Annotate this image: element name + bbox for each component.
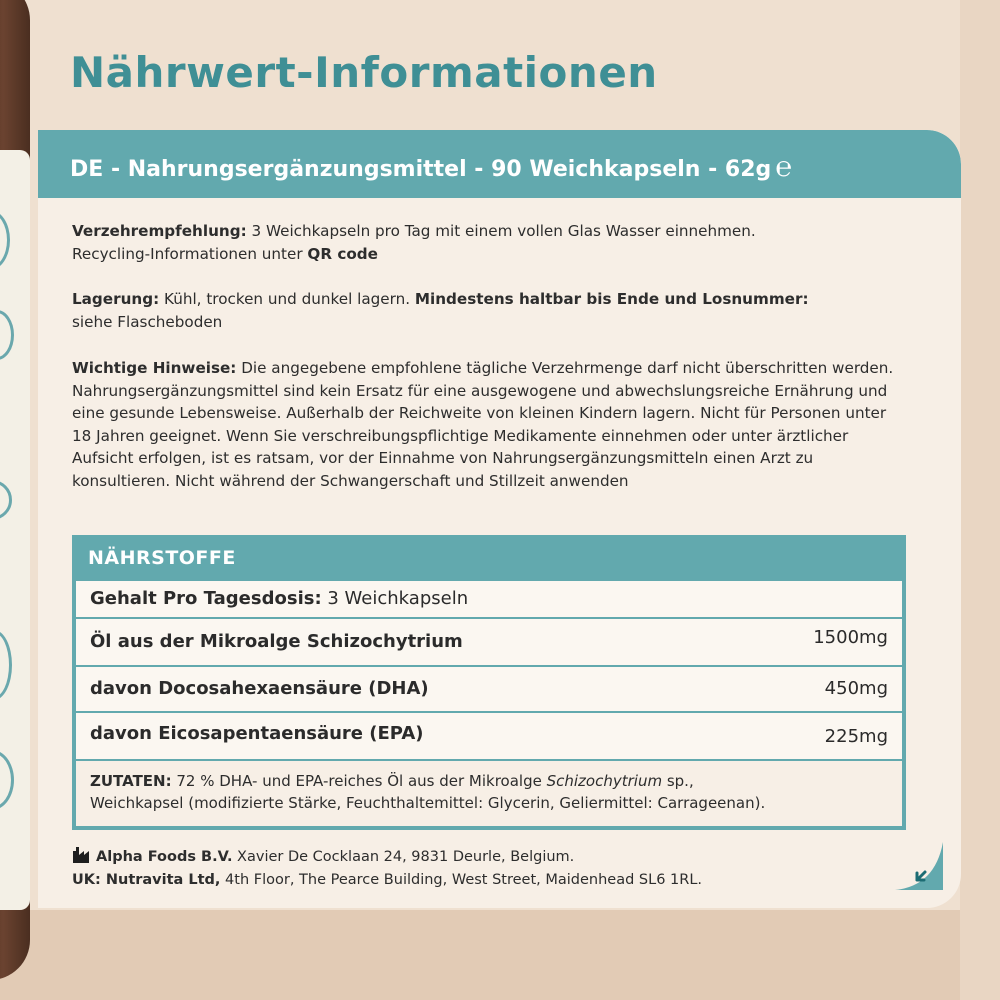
nutrient-amount: 1500mg [813, 627, 888, 648]
manufacturer-address: Xavier De Cocklaan 24, 9831 Deurle, Belgium. [232, 849, 575, 865]
nutrient-amount: 450mg [824, 678, 888, 699]
table-row [76, 619, 902, 665]
dosage-paragraph [72, 220, 902, 265]
nutrients-table [72, 535, 906, 830]
nutrient-name: Öl aus der Mikroalge Schizochytrium [90, 631, 463, 652]
ingredients-species: Schizochytrium [546, 772, 663, 790]
uk-distributor-line [72, 869, 832, 891]
nutrients-title: NÄHRSTOFFE [88, 547, 236, 569]
expand-arrow-icon[interactable] [895, 842, 943, 894]
table-row [76, 713, 902, 759]
storage-text: Kühl, trocken und dunkel lagern. [159, 290, 415, 308]
ingredients-text-1: 72 % DHA- und EPA-reiches Öl aus der Mikroalge [171, 772, 547, 790]
recycling-text: Recycling-Informationen unter [72, 244, 308, 263]
page-title: Nährwert-Informationen [70, 48, 658, 97]
storage-line2: siehe Flascheboden [72, 312, 223, 331]
uk-distributor-address: 4th Floor, The Pearce Building, West Street, Maidenhead SL6 1RL. [220, 872, 703, 888]
uk-distributor-name: UK: Nutravita Ltd, [72, 872, 221, 888]
ingredients-text-2: sp., [662, 772, 694, 790]
storage-paragraph [72, 288, 902, 333]
dosage-label: Verzehrempfehlung: [72, 222, 247, 240]
ingredients-block [76, 761, 902, 826]
background-bottom-band [0, 910, 1000, 1000]
manufacturer-line [72, 846, 832, 870]
estimated-sign-icon: ℮ [775, 150, 793, 183]
storage-label: Lagerung: [72, 290, 160, 308]
warnings-label: Wichtige Hinweise: [72, 359, 237, 377]
panel-header-text [70, 150, 792, 184]
dose-row [76, 581, 902, 617]
factory-icon [72, 847, 92, 870]
bottle-label-decoration [0, 150, 30, 910]
dose-row-label [90, 588, 468, 609]
ingredients-label: ZUTATEN: [90, 772, 172, 790]
nutrient-name: davon Eicosapentaensäure (EPA) [90, 723, 424, 744]
panel-header [38, 130, 961, 198]
warnings-paragraph [72, 357, 902, 492]
warnings-text: Die angegebene empfohlene tägliche Verzehrmenge darf nicht überschritten werden. Nahrungsergänzungsmittel sind kein Ersatz für eine ausgewogene und abwechslungsreiche Ernährung und eine gesunde Lebensweise. Außerhalb der Reichweite von kleinen Kindern lagern. Nicht für Personen unter 18 Jahren geeignet. Wenn Sie verschreibungspflichtige Medikamente einnehmen oder unter ärztlicher Aufsicht erfolgen, ist es ratsam, vor der Einnahme von Nahrungsergänzungsmitteln einen Arzt zu konsultieren. Nicht während der Schwangerschaft und Stillzeit anwenden [72, 359, 894, 490]
nutrient-name: davon Docosahexaensäure (DHA) [90, 678, 429, 699]
nutrition-panel [38, 130, 961, 908]
manufacturer-name: Alpha Foods B.V. [96, 849, 233, 865]
dose-value: 3 Weichkapseln [321, 588, 469, 609]
background-right-band [960, 0, 1000, 1000]
best-before-label: Mindestens haltbar bis Ende und Losnummer: [414, 290, 809, 308]
nutrient-amount: 225mg [824, 726, 888, 747]
ingredients-line2: Weichkapsel (modifizierte Stärke, Feuchthaltemittel: Glycerin, Geliermittel: Carrageenan). [90, 794, 766, 812]
product-descriptor: DE - Nahrungsergänzungsmittel - 90 Weichkapseln - 62g [70, 157, 772, 182]
dose-label: Gehalt Pro Tagesdosis: [90, 588, 322, 609]
table-row [76, 667, 902, 711]
recycling-qr-label: QR code [307, 244, 378, 263]
dosage-text: 3 Weichkapseln pro Tag mit einem vollen Glas Wasser einnehmen. [246, 222, 756, 240]
